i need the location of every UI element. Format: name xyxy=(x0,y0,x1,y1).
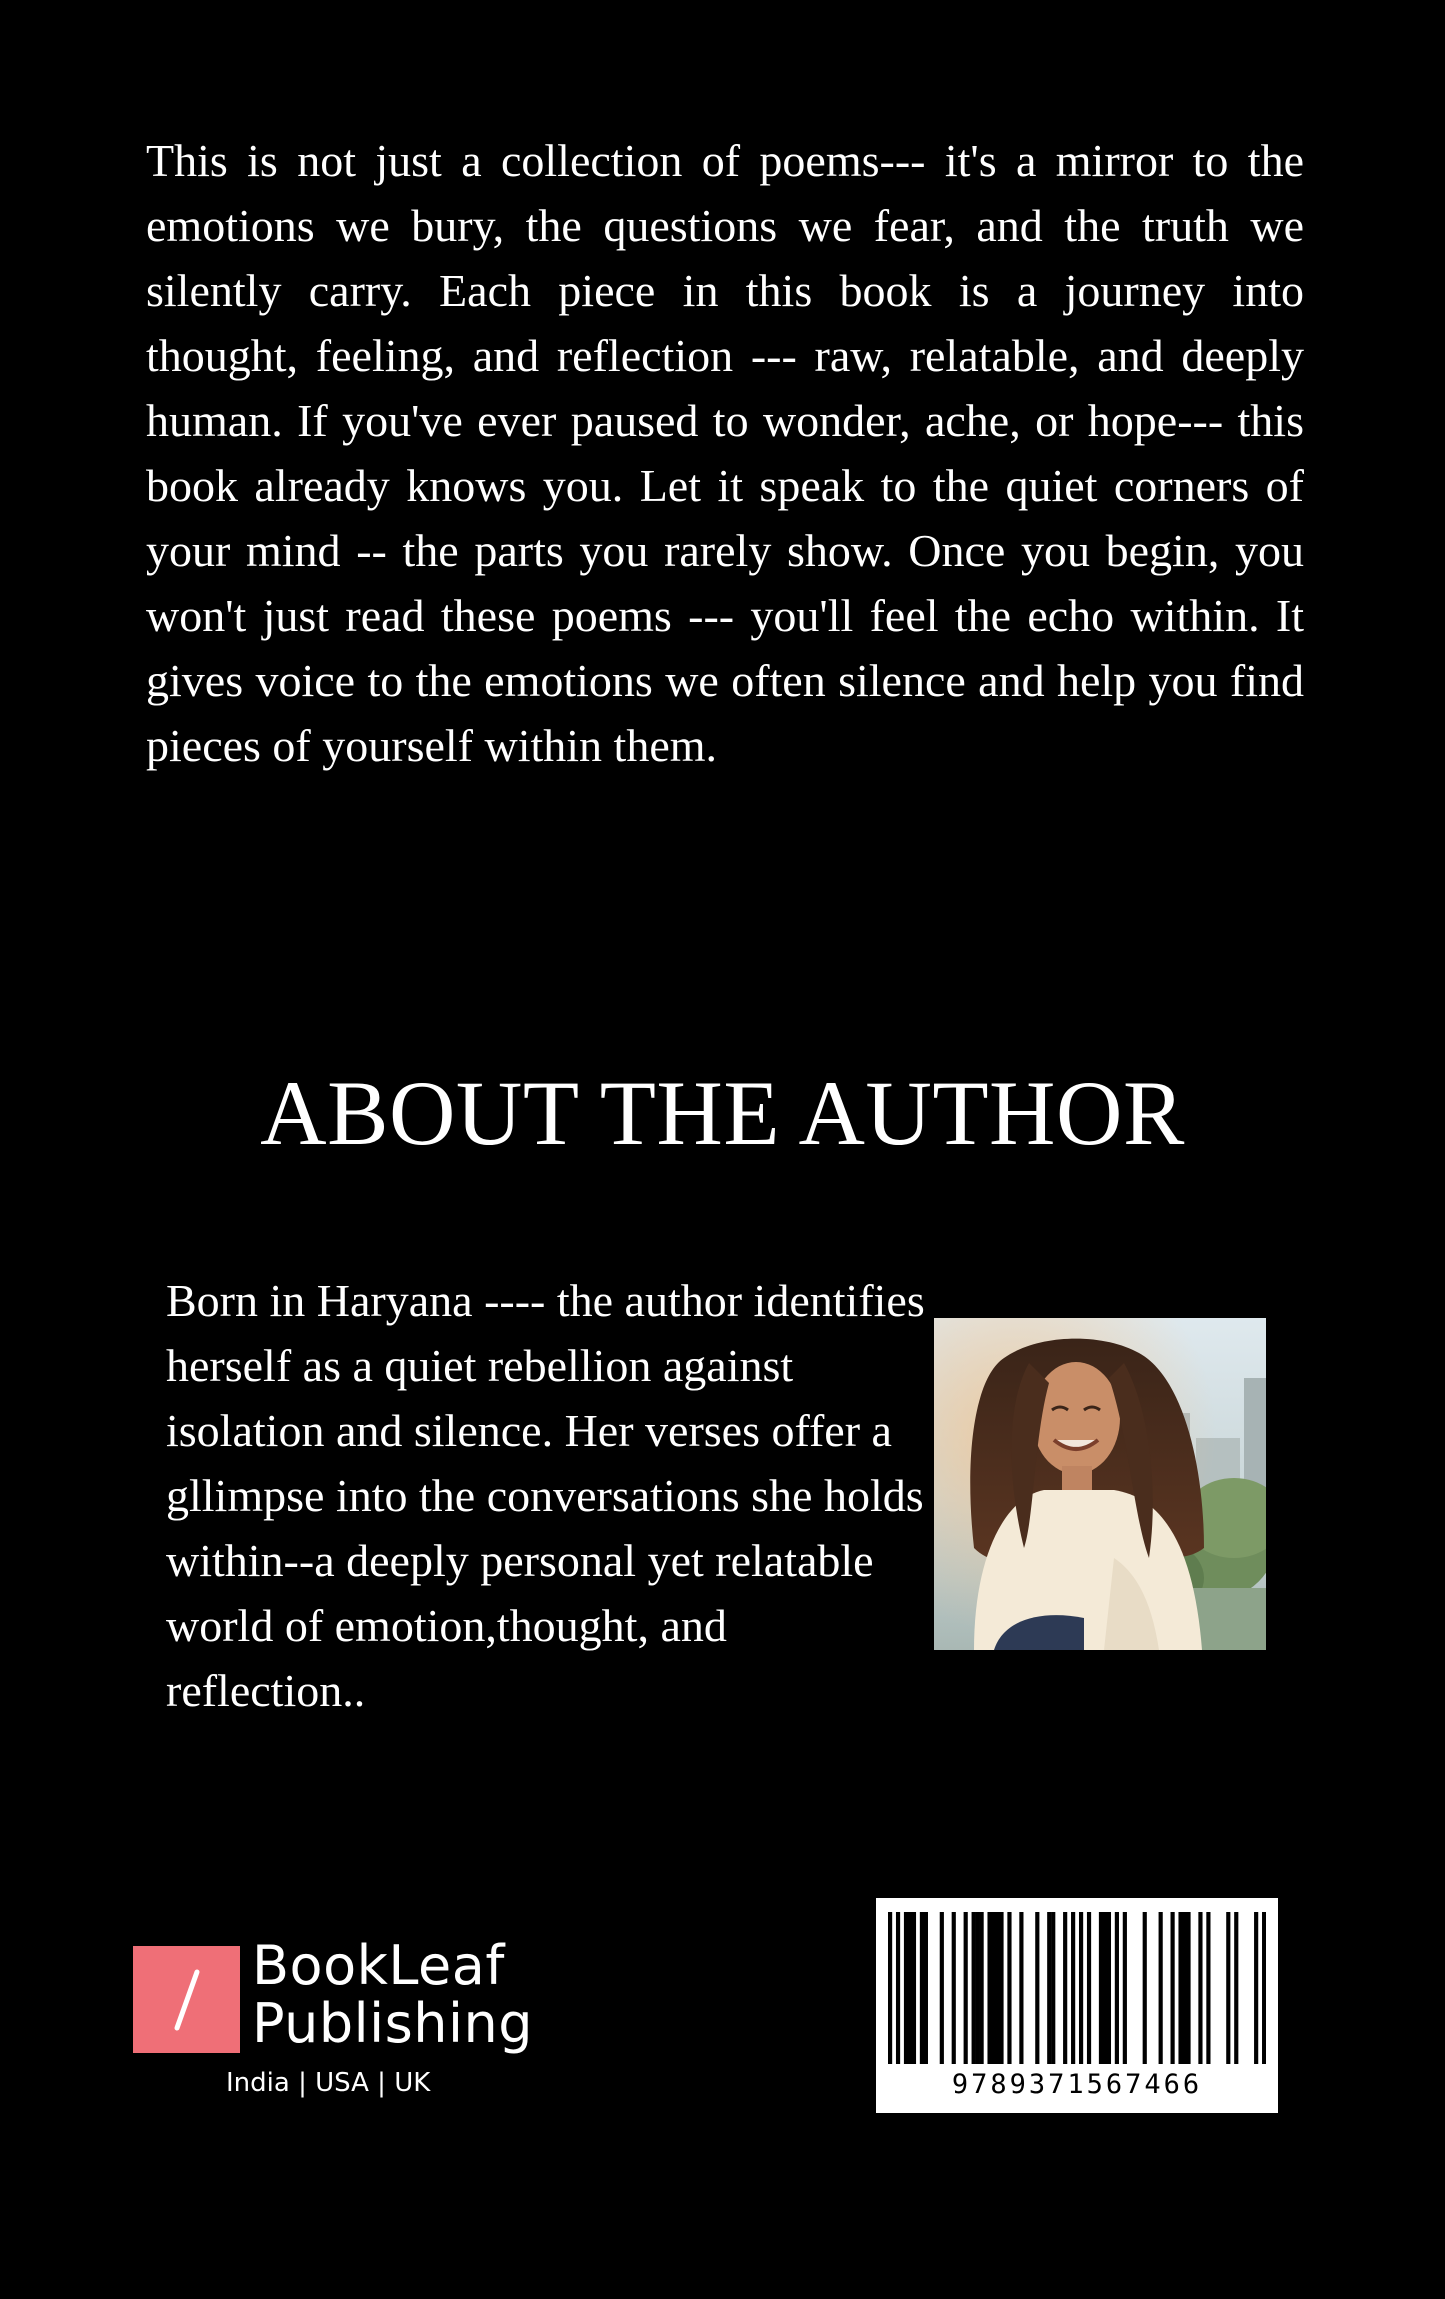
barcode-bar xyxy=(1019,1912,1023,2064)
slash-icon xyxy=(133,1946,240,2053)
barcode-bar xyxy=(1186,1912,1190,2064)
barcode-bar xyxy=(1035,1912,1039,2064)
barcode-bar xyxy=(1047,1912,1051,2064)
barcode-bar xyxy=(1234,1912,1238,2064)
author-photo xyxy=(934,1318,1266,1650)
barcode-bar xyxy=(1159,1912,1163,2064)
barcode-bar xyxy=(924,1912,928,2064)
barcode-bar xyxy=(1226,1912,1230,2064)
barcode-bar xyxy=(999,1912,1003,2064)
barcode-bar xyxy=(1071,1912,1075,2064)
barcode-bar xyxy=(908,1912,912,2064)
barcode-bar xyxy=(1178,1912,1182,2064)
barcode-bar xyxy=(1107,1912,1111,2064)
barcode-bar xyxy=(1198,1912,1202,2064)
barcode-bar xyxy=(980,1912,984,2064)
barcode-bar xyxy=(940,1912,944,2064)
barcode-bar xyxy=(1007,1912,1011,2064)
publisher-regions: India | USA | UK xyxy=(226,2068,431,2098)
barcode-bar xyxy=(952,1912,956,2064)
barcode-bar xyxy=(1115,1912,1119,2064)
back-cover-blurb: This is not just a collection of poems--- it's a mirror to the emotions we bury, the questions we fear, and the truth we silently carry. Each piece in this book is a journey into thought, feeling, and reflection --- raw, relatable, and deeply human. If you've ever paused to wonder, ache, or hope--- this book already knows you. Let it speak to the quiet corners of your mind -- the parts you rarely show. Once you begin, you won't just read these poems --- you'll feel the echo within. It gives voice to the emotions we often silence and help you find pieces of yourself within them. xyxy=(146,135,1304,771)
barcode-bar xyxy=(1254,1912,1258,2064)
barcode-bar xyxy=(1206,1912,1210,2064)
barcode-bar xyxy=(1182,1912,1186,2064)
barcode-bar xyxy=(1099,1912,1103,2064)
barcode-bar xyxy=(1262,1912,1266,2064)
barcode-bar xyxy=(964,1912,968,2064)
publisher-logo xyxy=(133,1934,533,2112)
barcode-bar xyxy=(1123,1912,1127,2064)
barcode-bar xyxy=(1143,1912,1147,2064)
barcode-bar xyxy=(995,1912,999,2064)
barcode-bar xyxy=(888,1912,892,2064)
barcode-bar xyxy=(987,1912,991,2064)
author-bio: Born in Haryana ---- the author identifies herself as a quiet rebellion against isolation and silence. Her verses offer a gllimpse into the conversations she holds within--a deeply personal yet relatable world of emotion,thought, and reflection.. xyxy=(166,1275,925,1716)
barcode-bar xyxy=(896,1912,900,2064)
barcode-bar xyxy=(1051,1912,1055,2064)
barcode-bar xyxy=(976,1912,980,2064)
barcode-bar xyxy=(1063,1912,1067,2064)
barcode-bar xyxy=(904,1912,908,2064)
barcode-bar xyxy=(972,1912,976,2064)
publisher-name-line2: Publishing xyxy=(252,1992,533,2055)
barcode-bar xyxy=(1103,1912,1107,2064)
isbn-number: 9789371567466 xyxy=(951,2069,1203,2100)
barcode-bar xyxy=(920,1912,924,2064)
barcode-bar xyxy=(991,1912,995,2064)
publisher-name-line1: BookLeaf xyxy=(252,1934,505,1997)
barcode-bar xyxy=(1087,1912,1091,2064)
barcode-bar xyxy=(912,1912,916,2064)
isbn-barcode xyxy=(876,1898,1278,2113)
about-author-heading: ABOUT THE AUTHOR xyxy=(260,1062,1185,1164)
barcode-bar xyxy=(1171,1912,1175,2064)
barcode-bar xyxy=(1079,1912,1083,2064)
barcode-bars xyxy=(888,1912,1266,2064)
